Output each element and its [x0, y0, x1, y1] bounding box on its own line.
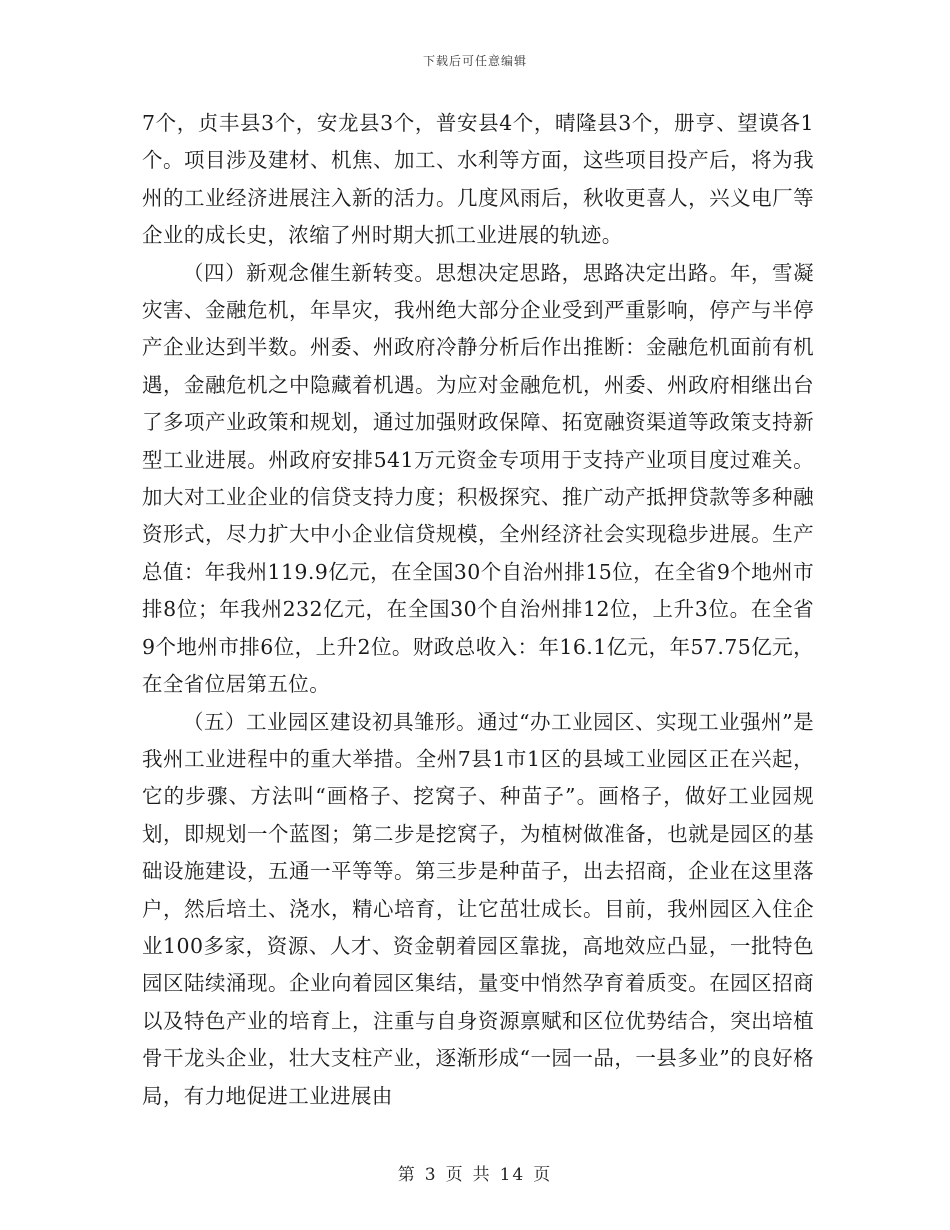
page-header-note: 下载后可任意编辑: [422, 54, 527, 68]
paragraph-section-4: （四）新观念催生新转变。思想决定思路，思路决定出路。年，雪凝灾害、金融危机，年旱灾，我州绝大部分企业受到严重影响，停产与半停产企业达到半数。州委、州政府冷静分析后作出推断：金融危机面前有机遇，金融危机之中隐藏着机遇。为应对金融危机，州委、州政府相继出台了多项产业政策和规划，通过加强财政保障、拓宽融资渠道等政策支持新型工业进展。州政府安排541万元资金专项用于支持产业项目度过难关。加大对工业企业的信贷支持力度；积极探究、推广动产抵押贷款等多种融资形式，尽力扩大中小企业信贷规模，全州经济社会实现稳步进展。生产总值：年我州119.9亿元，在全国30个自治州排15位，在全省9个地州市排8位；年我州232亿元，在全国30个自治州排12位，上升3位。在全省9个地州市排6位，上升2位。财政总收入：年16.1亿元，年57.75亿元，在全省位居第五位。: [142, 260, 814, 697]
footer-label-unit2: 页: [533, 1165, 553, 1185]
footer-label-page: 第: [397, 1165, 417, 1185]
footer-label-total: 共: [472, 1165, 492, 1185]
page-footer: [0, 1160, 950, 1185]
paragraph-section-5: （五）工业园区建设初具雏形。通过“办工业园区、实现工业强州”是我州工业进程中的重大举措。全州7县1市1区的县域工业园区正在兴起，它的步骤、方法叫“画格子、挖窝子、种苗子”。画格子，做好工业园规划，即规划一个蓝图；第二步是挖窝子，为植树做准备，也就是园区的基础设施建设，五通一平等等。第三步是种苗子，出去招商，企业在这里落户，然后培土、浇水，精心培育，让它茁壮成长。目前，我州园区入住企业100多家，资源、人才、资金朝着园区靠拢，高地效应凸显，一批特色园区陆续涌现。企业向着园区集结，量变中悄然孕育着质变。在园区招商以及特色产业的培育上，注重与自身资源禀赋和区位优势结合，突出培植骨干龙头企业，壮大支柱产业，逐渐形成“一园一品，一县多业”的良好格局，有力地促进工业进展由: [142, 709, 814, 1108]
footer-current-page: 3: [424, 1165, 438, 1185]
paragraph-continued: 7个，贞丰县3个，安龙县3个，普安县4个，晴隆县3个，册亨、望谟各1个。项目涉及建材、机焦、加工、水利等方面，这些项目投产后，将为我州的工业经济进展注入新的活力。几度风雨后，秋收更喜人，兴义电厂等企业的成长史，浓缩了州时期大抓工业进展的轨迹。: [142, 111, 814, 248]
document-body: [142, 105, 814, 1115]
footer-label-unit: 页: [445, 1165, 465, 1185]
footer-total-pages: 14: [499, 1165, 526, 1185]
